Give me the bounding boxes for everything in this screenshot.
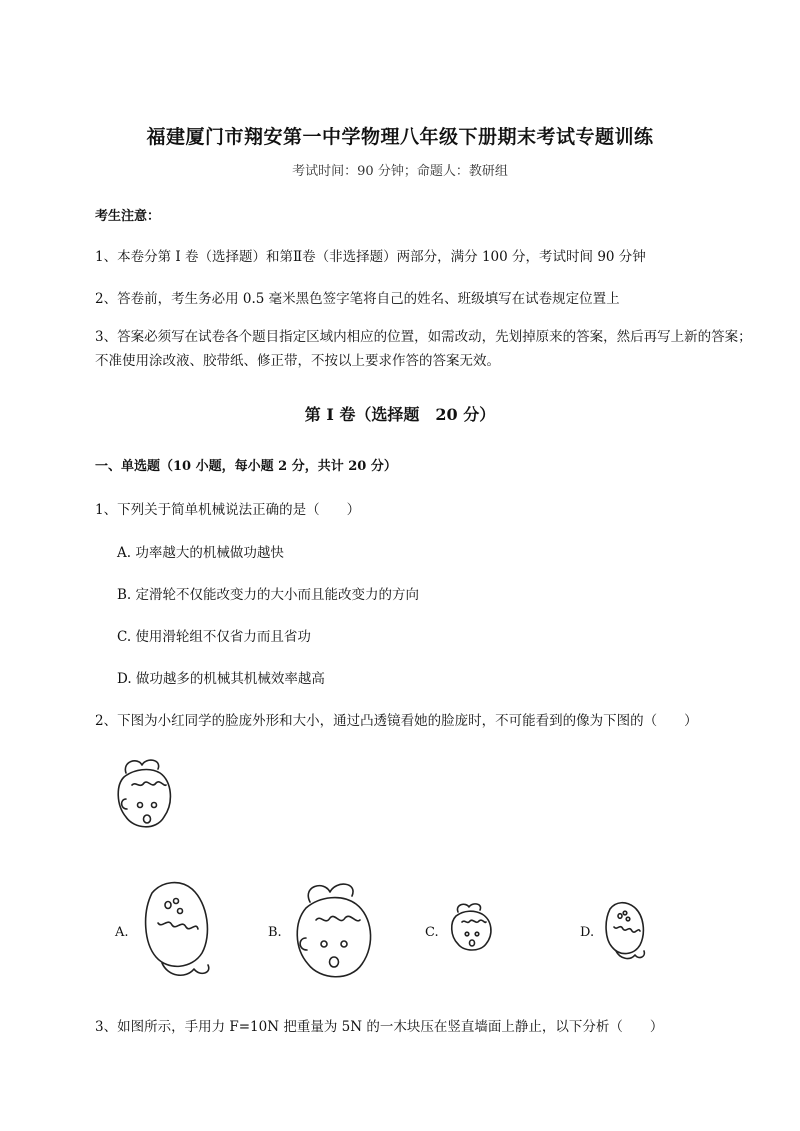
- page-title: 福建厦门市翔安第一中学物理八年级下册期末考试专题训练: [146, 126, 654, 148]
- figure-label-c: C.: [425, 925, 439, 940]
- face-option-c-image: [448, 900, 498, 962]
- notice-item: 3、答案必须写在试卷各个题目指定区域内相应的位置，如需改动，先划掉原来的答案，然后再写上新的答案；不准使用涂改液、胶带纸、修正带，不按以上要求作答的答案无效。: [95, 329, 752, 369]
- notice-item: 1、本卷分第 I 卷（选择题）和第Ⅱ卷（非选择题）两部分，满分 100 分，考试时间 90 分钟: [95, 249, 646, 265]
- face-option-b-image: [288, 878, 383, 993]
- notice-heading: 考生注意：: [95, 209, 161, 224]
- section-title: 第 I 卷（选择题 20 分）: [304, 405, 496, 424]
- exam-info: 考试时间：90 分钟；命题人：教研组: [292, 164, 508, 179]
- question-1-stem: 1、下列关于简单机械说法正确的是（ ）: [95, 502, 361, 518]
- question-3-stem: 3、如图所示，手用力 F=10N 把重量为 5N 的一木块压在竖直墙面上静止，以下分析（ ）: [95, 1019, 664, 1035]
- face-original-image: [112, 755, 182, 845]
- question-1-option-a: A. 功率越大的机械做功越快: [117, 545, 284, 561]
- question-1-option-c: C. 使用滑轮组不仅省力而且省功: [117, 629, 311, 645]
- notice-item: 2、答卷前，考生务必用 0.5 毫米黑色签字笔将自己的姓名、班级填写在试卷规定位置上: [95, 291, 620, 307]
- face-option-d-image: [598, 895, 650, 963]
- question-2-stem: 2、下图为小红同学的脸庞外形和大小，通过凸透镜看她的脸庞时，不可能看到的像为下图的（ ）: [95, 713, 698, 729]
- question-1-option-b: B. 定滑轮不仅能改变力的大小而且能改变力的方向: [117, 587, 420, 603]
- part-heading: 一、单选题（10 小题，每小题 2 分，共计 20 分）: [95, 459, 397, 474]
- figure-label-d: D.: [580, 925, 595, 940]
- figure-label-b: B.: [268, 925, 282, 940]
- figure-label-a: A.: [115, 925, 129, 940]
- face-option-a-image: [132, 873, 217, 983]
- question-1-option-d: D. 做功越多的机械其机械效率越高: [117, 671, 325, 687]
